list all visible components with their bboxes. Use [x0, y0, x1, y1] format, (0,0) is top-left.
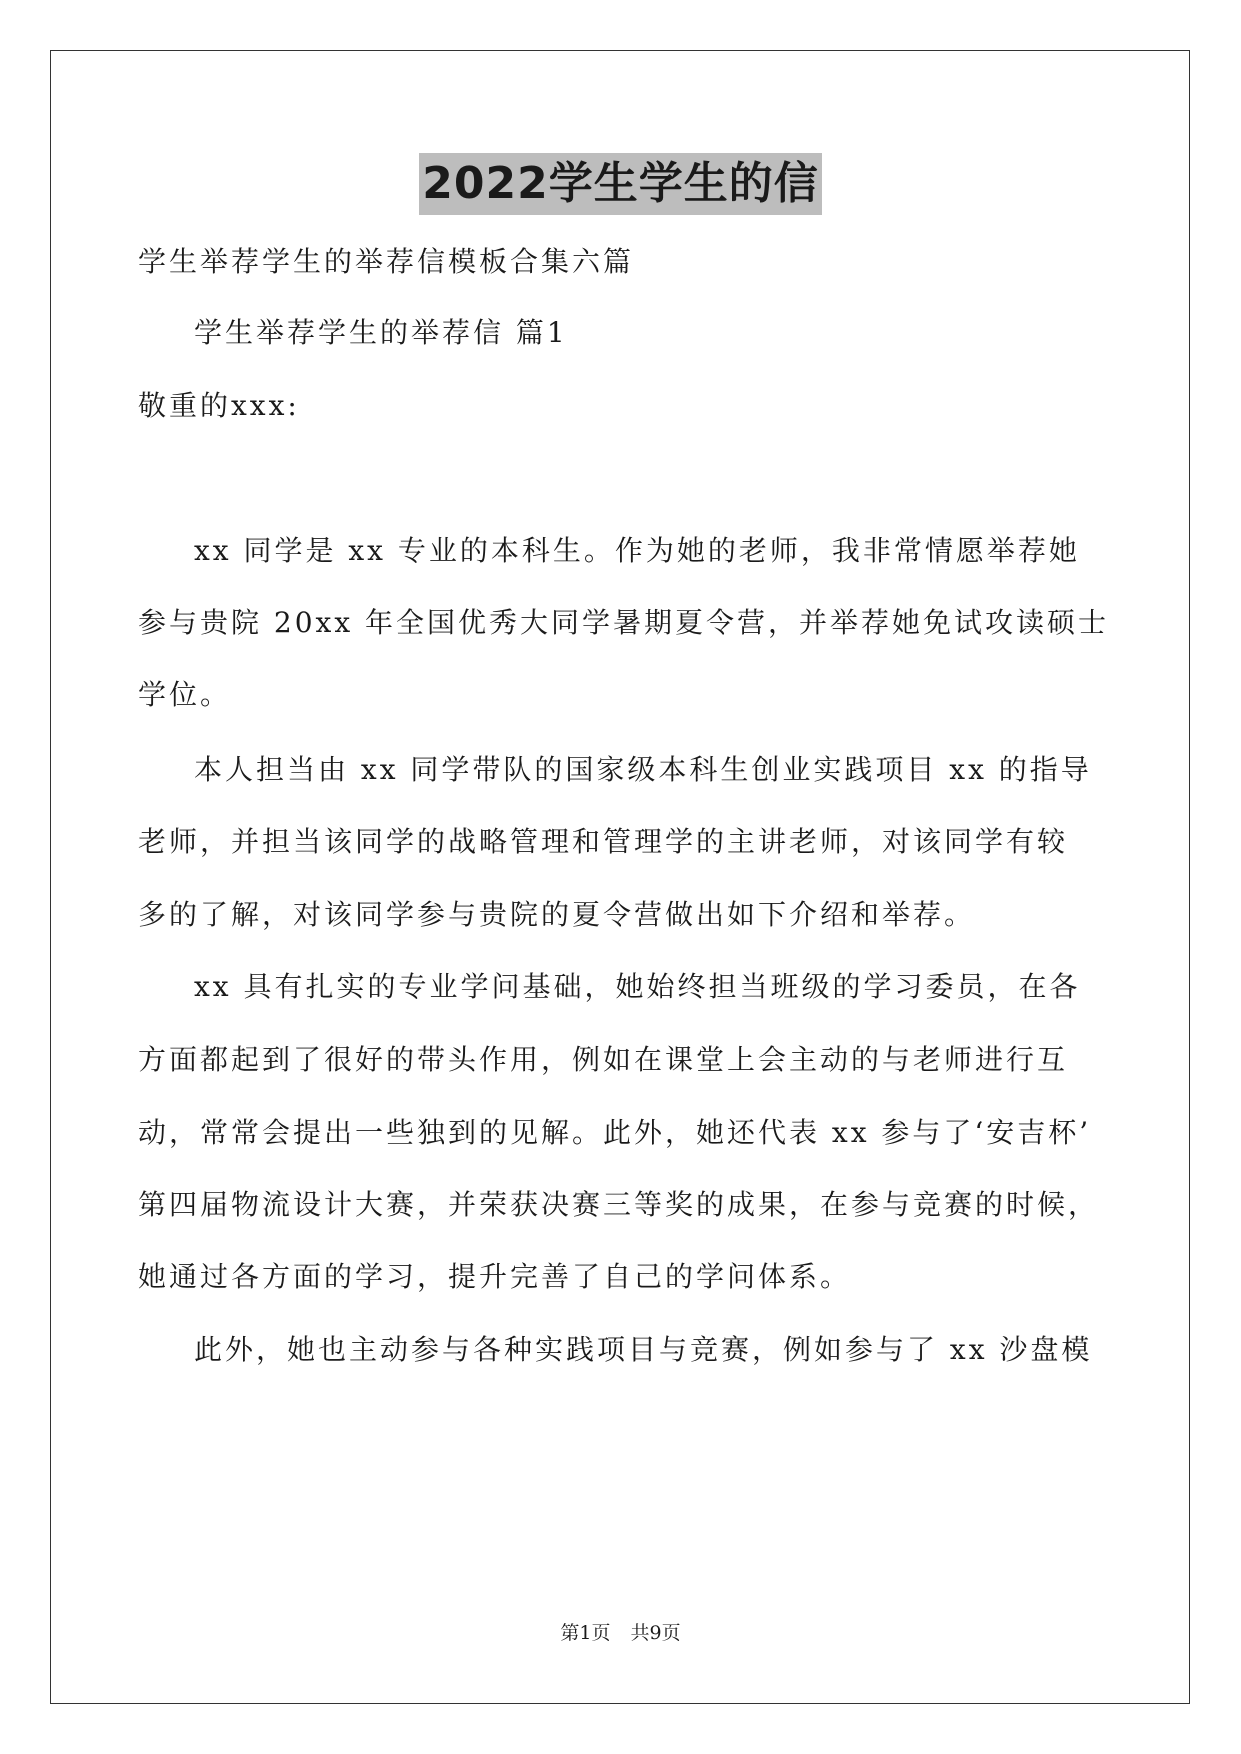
- page-border: [50, 50, 1190, 1704]
- body-line: xx 具有扎实的专业学问基础，她始终担当班级的学习委员，在各: [194, 970, 1081, 1003]
- body-line: 第四届物流设计大赛，并荣获决赛三等奖的成果，在参与竞赛的时候，: [138, 1188, 1100, 1221]
- body-line: 多的了解，对该同学参与贵院的夏令营做出如下介绍和举荐。: [138, 898, 976, 931]
- salutation: 敬重的xxx:: [138, 389, 300, 422]
- body-line: 老师，并担当该同学的战略管理和管理学的主讲老师，对该同学有较: [138, 825, 1069, 858]
- body-line: 参与贵院 20xx 年全国优秀大同学暑期夏令营，并举荐她免试攻读硕士: [138, 606, 1110, 639]
- document-subtitle: 学生举荐学生的举荐信模板合集六篇: [138, 245, 635, 278]
- title-container: [0, 153, 1241, 215]
- body-line: 动，常常会提出一些独到的见解。此外，她还代表 xx 参与了‘安吉杯’: [138, 1116, 1092, 1149]
- page-total: 共9页: [630, 1622, 681, 1644]
- body-line: 学位。: [138, 678, 232, 711]
- page-footer: [0, 1620, 1241, 1646]
- body-line: 本人担当由 xx 同学带队的国家级本科生创业实践项目 xx 的指导: [194, 753, 1092, 786]
- document-title: 2022学生学生的信: [419, 153, 821, 215]
- section-heading: 学生举荐学生的举荐信 篇1: [194, 316, 568, 349]
- body-line: 此外，她也主动参与各种实践项目与竞赛，例如参与了 xx 沙盘模: [194, 1333, 1093, 1366]
- page-number: 第1页: [560, 1622, 611, 1644]
- body-line: xx 同学是 xx 专业的本科生。作为她的老师，我非常情愿举荐她: [194, 534, 1080, 567]
- body-line: 方面都起到了很好的带头作用，例如在课堂上会主动的与老师进行互: [138, 1043, 1069, 1076]
- body-line: 她通过各方面的学习，提升完善了自己的学问体系。: [138, 1260, 852, 1293]
